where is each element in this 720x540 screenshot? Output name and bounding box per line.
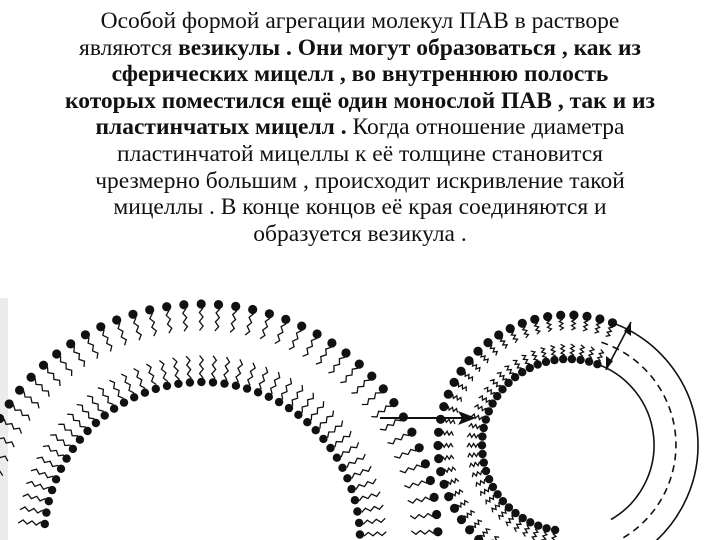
curvature-guide-arcs — [595, 321, 698, 540]
paragraph — [0, 8, 720, 247]
text-line-5-bold: пластинчатых мицелл . — [95, 114, 353, 141]
text-line-2 — [0, 35, 720, 62]
text-line-2-bold: везикулы . Они могут образоваться , как из — [178, 34, 641, 61]
text-line-5 — [0, 114, 720, 141]
text-line-8: мицеллы . В конце концов её края соединяются и — [113, 194, 607, 221]
closing-bilayer-micelle — [433, 311, 617, 540]
curved-bilayer-micelle — [0, 299, 442, 538]
text-line-5-end: Когда отношение диаметра — [352, 114, 625, 141]
text-line-1: Особой формой агрегации молекул ПАВ в растворе — [100, 8, 620, 34]
text-line-2-start: являются — [79, 34, 179, 61]
text-line-3: сферических мицелл , во внутреннюю полость — [111, 61, 609, 88]
text-line-7: чрезмерно большим , происходит искривление такой — [95, 167, 625, 194]
vesicle-formation-diagram — [0, 298, 720, 540]
text-line-9: образуется везикула . — [253, 220, 467, 247]
text-line-6: пластинчатой мицеллы к её толщине становится — [117, 140, 603, 167]
text-line-4: которых поместился ещё один монослой ПАВ , так и из — [65, 87, 655, 114]
